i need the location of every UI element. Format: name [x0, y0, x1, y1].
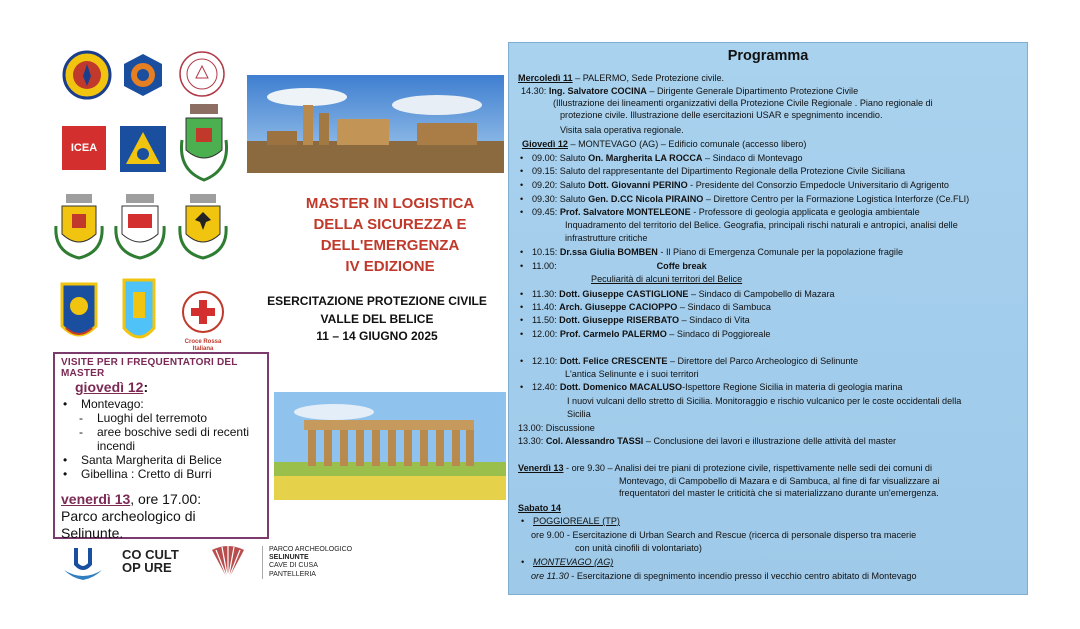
visits-box — [53, 352, 269, 539]
temple-photo — [274, 392, 506, 500]
day-wednesday — [518, 72, 724, 84]
item-role: – Direttore del Parco Archeologico di Selinunte — [667, 356, 859, 366]
cefli-logo — [120, 52, 166, 103]
item-time: 14.30: — [521, 86, 549, 96]
day-thursday — [522, 138, 806, 150]
visits-list — [61, 397, 261, 481]
program-item — [532, 355, 858, 367]
item-detail: protezione civile. Illustrazione delle esercitazioni USAR e spegnimento incendio. — [560, 110, 883, 120]
visits-header: VISITE PER I FREQUENTATORI DEL MASTER — [61, 357, 238, 379]
item-location: • MONTEVAGO (AG) — [533, 556, 613, 568]
item-detail: Montevago, di Campobello di Mazara e di Sambuca, al fine di far visualizzare ai — [619, 476, 940, 486]
item-role: – Sindaco di Campobello di Mazara — [688, 289, 835, 299]
item-detail: Visita sala operativa regionale. — [560, 125, 684, 135]
item-role: - Professore di geologia applicata e geologia ambientale — [690, 207, 920, 217]
municipal-crest-1 — [52, 192, 106, 267]
visits-friday — [61, 491, 261, 542]
program-item — [532, 179, 949, 191]
day-location: – MONTEVAGO (AG) – Edificio comunale (accesso libero) — [568, 139, 807, 149]
program-item: 13.00: Discussione — [518, 423, 595, 433]
item-detail: frequentatori del master le criticità che si materializzano durante un'emergenza. — [619, 488, 939, 498]
day-description: - ore 9.30 – Analisi dei tre piani di protezione civile, rispettivamente nelle sedi dei comuni di — [563, 463, 932, 473]
park-line: SELINUNTE — [269, 554, 309, 562]
exercise-info — [262, 293, 492, 346]
icea-logo — [62, 126, 106, 170]
park-line: PANTELLERIA — [269, 570, 316, 578]
day-saturday — [518, 502, 561, 514]
item-time: 09.45: — [532, 207, 560, 217]
item-detail: L'antica Selinunte e i suoi territori — [565, 369, 699, 379]
master-title-line: MASTER IN LOGISTICA — [305, 195, 475, 212]
item-detail: (Illustrazione dei lineamenti organizzativi della Protezione Civile Regionale . Piano regionale di — [553, 98, 933, 108]
item-time: 13.30: — [518, 436, 546, 446]
master-title — [270, 193, 510, 277]
programma-panel — [508, 42, 1028, 595]
list-item: • Santa Margherita di Belice — [61, 453, 261, 467]
item-time: 10.15: — [532, 247, 560, 257]
program-item — [532, 246, 903, 258]
program-item — [532, 260, 707, 272]
item-speaker: Dott. Giuseppe CASTIGLIONE — [559, 289, 689, 299]
day-label: Mercoledì 11 — [518, 73, 573, 83]
item-role: – Conclusione dei lavori e illustrazione delle attività del master — [643, 436, 897, 446]
item-time: 09.30: Saluto — [532, 194, 589, 204]
item-role: – Dirigente Generale Dipartimento Protezione Civile — [646, 86, 859, 96]
croce-rossa-label: Croce Rossa Italiana — [184, 339, 222, 352]
list-item: - aree boschive sedi di recenti incendi — [61, 425, 261, 453]
item-detail: Inquadramento del territorio del Belice. Geografia, principali rischi naturali e antropici, analisi delle — [565, 220, 958, 230]
exercise-dates: 11 – 14 GIUGNO 2025 — [316, 329, 438, 343]
visits-friday-place: Parco archeologico di Selinunte. — [61, 508, 196, 541]
item-time: 12.40: — [532, 382, 560, 392]
item-time: 12.10: — [532, 356, 560, 366]
exercise-location: VALLE DEL BELICE — [320, 311, 434, 326]
day-label: Giovedì 12 — [522, 139, 568, 149]
coculture-op: OP — [122, 560, 141, 575]
item-time: 09.20: Saluto — [532, 180, 589, 190]
visits-day-thursday: giovedì 12 — [75, 379, 144, 395]
parco-archeologico-text — [262, 546, 372, 579]
day-label: Sabato 14 — [518, 503, 561, 513]
program-item — [532, 381, 902, 393]
item-speaker: Dott. Domenico MACALUSO — [559, 382, 683, 392]
item-detail: infrastrutture critiche — [565, 233, 648, 243]
programma-title: Programma — [727, 48, 809, 64]
item-role: -Ispettore Regione Sicilia in materia di geologia marina — [682, 382, 903, 392]
visits-colon: : — [143, 379, 149, 395]
item-role: – Sindaco di Sambuca — [677, 302, 771, 312]
master-edition: IV EDIZIONE — [345, 258, 435, 275]
program-item — [532, 301, 771, 313]
master-title-line: DELL'EMERGENZA — [320, 237, 460, 254]
municipal-crest-3 — [176, 192, 230, 267]
item-speaker: Dott. Giovanni PERINO — [588, 180, 688, 190]
program-item — [532, 328, 770, 340]
item-speaker: On. Margherita LA ROCCA — [588, 153, 703, 163]
municipal-crest-5 — [118, 276, 160, 353]
montevago-crest — [176, 100, 232, 193]
item-role: - Il Piano di Emergenza Comunale per la popolazione fragile — [657, 247, 904, 257]
visits-day-friday: venerdì 13 — [61, 491, 131, 507]
day-friday — [518, 462, 932, 474]
item-section: Peculiarità di alcuni territori del Belice — [591, 274, 743, 284]
item-speaker: Gen. D.CC Nicola PIRAINO — [588, 194, 704, 204]
item-speaker: Prof. Salvatore MONTELEONE — [559, 207, 691, 217]
item-description: - Esercitazione di spegnimento incendio presso il vecchio centro abitato di Montevago — [568, 571, 917, 581]
park-line: CAVE DI CUSA — [269, 562, 318, 570]
item-detail: con unità cinofili di volontariato) — [575, 543, 702, 553]
item-role: – Sindaco di Vita — [679, 315, 750, 325]
item-time: 11.30: — [532, 289, 560, 299]
program-item — [532, 193, 969, 205]
program-item — [521, 85, 858, 97]
item-detail: ore 9.00 - Esercitazione di Urban Search and Rescue (ricerca di personale disperso tra macerie — [531, 530, 917, 540]
item-location: • POGGIOREALE (TP) — [533, 515, 620, 527]
item-role: – Sindaco di Montevago — [702, 153, 803, 163]
item-time: 11.40: — [532, 302, 560, 312]
parco-archeologico-emblem — [206, 540, 250, 589]
program-item — [532, 288, 835, 300]
municipal-crest-2 — [112, 192, 168, 267]
item-role: – Sindaco di Poggioreale — [666, 329, 771, 339]
item-speaker: Dott. Giuseppe RISERBATO — [559, 315, 680, 325]
item-speaker: Ing. Salvatore COCINA — [548, 86, 647, 96]
item-speaker: Col. Alessandro TASSI — [545, 436, 644, 446]
item-detail: Sicilia — [567, 409, 591, 419]
visits-friday-time: , ore 17.00: — [130, 491, 202, 507]
program-item — [532, 206, 920, 218]
day-label: Venerdì 13 — [518, 463, 564, 473]
item-speaker: Dr.ssa Giulia BOMBEN — [559, 247, 658, 257]
coculture-ure: URE — [144, 560, 172, 575]
item-detail: I nuovi vulcani dello stretto di Sicilia. Monitoraggio e rischio vulcanico per le coste occidentali della — [567, 396, 962, 406]
croce-rossa-logo — [178, 290, 228, 353]
day-location: – PALERMO, Sede Protezione civile. — [572, 73, 725, 83]
item-time: 12.00: — [532, 329, 560, 339]
master-title-line: DELLA SICUREZZA E — [313, 216, 467, 233]
protezione-civile-logo — [120, 126, 166, 177]
park-line: PARCO ARCHEOLOGICO — [269, 546, 353, 553]
item-role: – Direttore Centro per la Formazione Logistica Interforze (Ce.FLI) — [703, 194, 970, 204]
item-role: - Presidente del Consorzio Empedocle Universitario di Agrigento — [687, 180, 949, 190]
university-seal-logo — [178, 50, 226, 103]
polizia-penitenziaria-logo — [62, 50, 112, 105]
exercise-title: ESERCITAZIONE PROTEZIONE CIVILE — [267, 294, 487, 308]
program-item — [532, 152, 803, 164]
ruins-photo — [247, 75, 504, 173]
list-item: • Montevago: — [61, 397, 261, 411]
coculture-co: CO — [122, 547, 142, 562]
program-item: • 09.15: Saluto del rappresentante del Dipartimento Regionale della Protezione Civile Siciliana — [532, 165, 905, 177]
municipal-crest-4 — [56, 280, 102, 353]
item-break: Coffe break — [656, 261, 707, 271]
coculture-logo — [122, 548, 179, 574]
item-speaker: Arch. Giuseppe CACIOPPO — [559, 302, 678, 312]
unipa-logo — [60, 542, 106, 589]
icea-label: ICEA — [70, 142, 98, 154]
item-time: 09.00: Saluto — [532, 153, 589, 163]
item-detail — [531, 570, 917, 582]
item-time: 11.50: — [532, 315, 560, 325]
item-time: ore 11.30 — [531, 571, 569, 581]
item-time: 11.00: — [532, 261, 557, 271]
program-item — [518, 435, 896, 447]
coculture-cult: CULT — [145, 547, 179, 562]
list-item: • Gibellina : Cretto di Burri — [61, 467, 261, 481]
program-item — [532, 314, 750, 326]
item-speaker: Prof. Carmelo PALERMO — [559, 329, 667, 339]
item-speaker: Dott. Felice CRESCENTE — [559, 356, 668, 366]
list-item: - Luoghi del terremoto — [61, 411, 261, 425]
